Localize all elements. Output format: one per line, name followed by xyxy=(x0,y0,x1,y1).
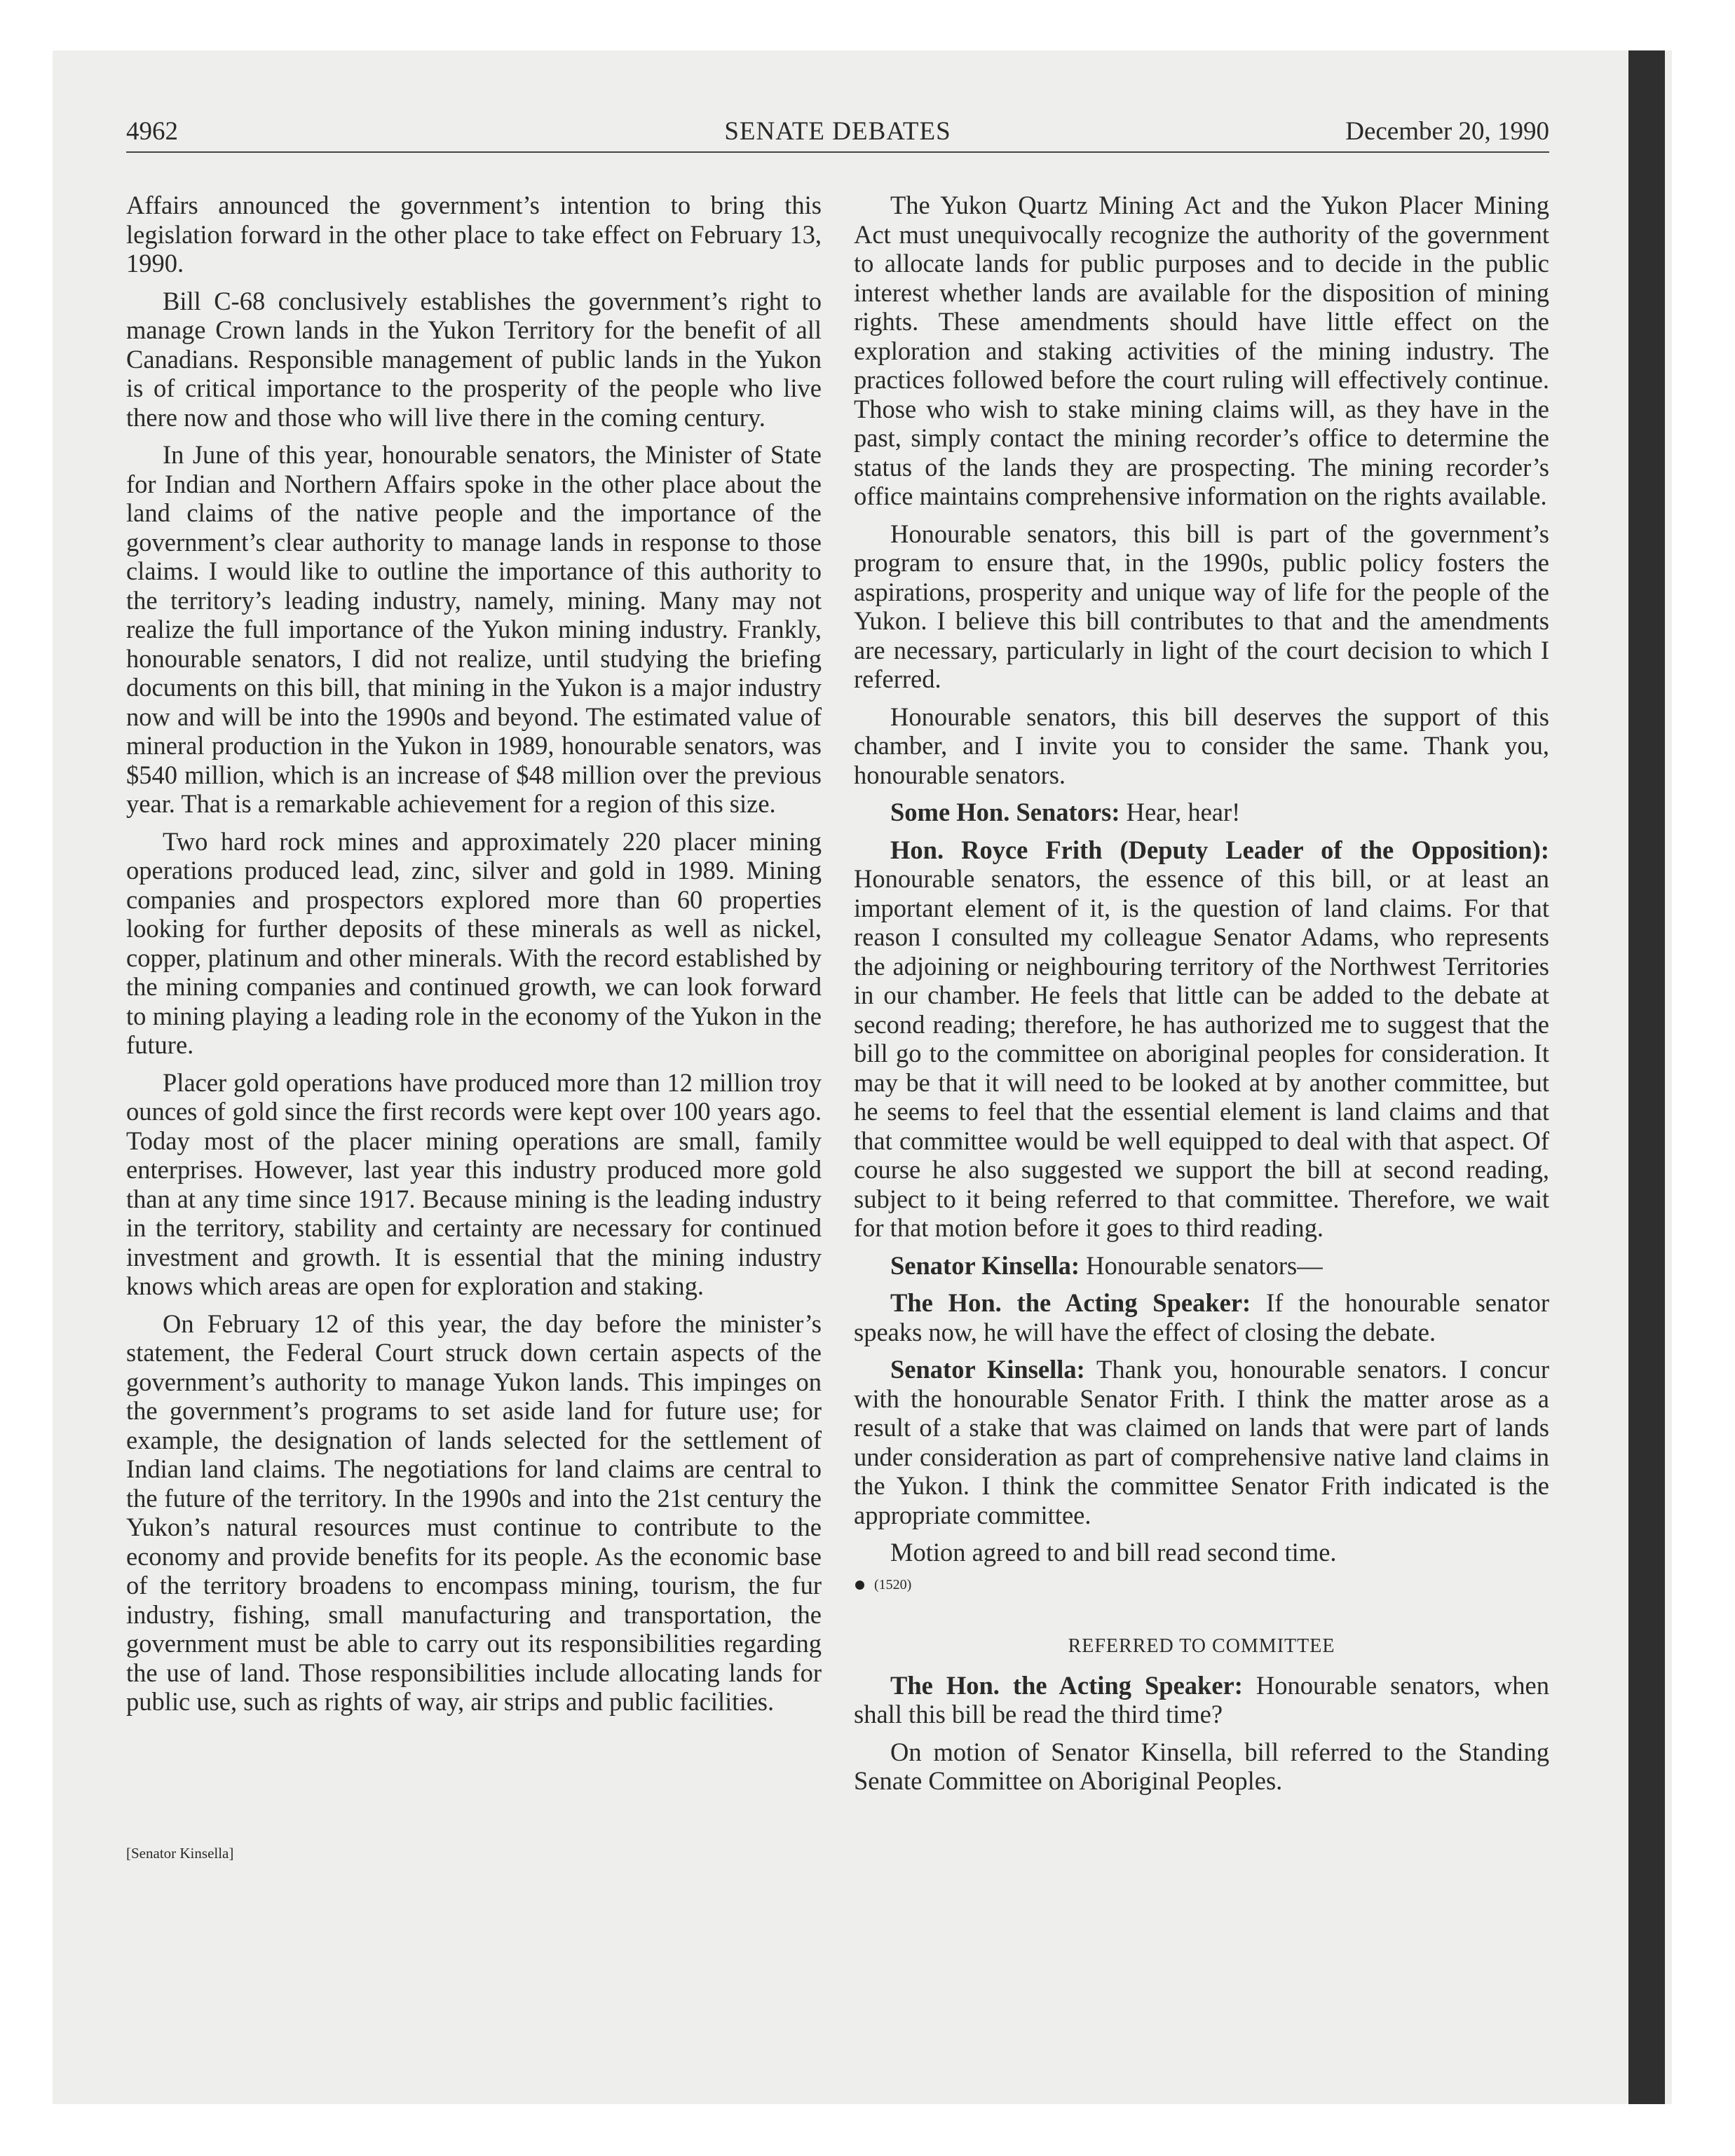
speech xyxy=(854,1671,1549,1729)
paragraph: On motion of Senator Kinsella, bill referred to the Standing Senate Committee on Aboriginal Peoples. xyxy=(854,1737,1549,1795)
bullet-icon xyxy=(855,1581,864,1590)
speech-text: Honourable senators, when shall this bill be read the third time? xyxy=(854,1670,1549,1728)
page-header xyxy=(126,112,1549,153)
paragraph: Affairs announced the government’s intention to bring this legislation forward in the other place to take effect on February 13, 1990. xyxy=(126,191,822,278)
paragraph: Honourable senators, this bill is part of the government’s program to ensure that, in the 1990s, public policy fosters the aspirations, prosperity and unique way of life for the people of the Yukon. I believe this bill contributes to that and the amendments are necessary, particularly in light of the court decision to which I referred. xyxy=(854,519,1549,693)
time-marker xyxy=(854,1576,1549,1594)
section-heading: REFERRED TO COMMITTEE xyxy=(1068,1635,1335,1657)
time-marker-text: (1520) xyxy=(874,1576,912,1592)
speaker-name: The Hon. the Acting Speaker: xyxy=(890,1288,1251,1317)
paragraph: The Yukon Quartz Mining Act and the Yukon Placer Mining Act must unequivocally recognize the authority of the government to allocate lands for public purposes and to decide in the public interest whether lands are available for the disposition of mining rights. These amendments should have little effect on the exploration and staking activities of the mining industry. The practices followed before the court ruling will effectively continue. Those who wish to stake mining claims will, as they have in the past, simply contact the mining recorder’s office to determine the status of the lands they are prospecting. The mining recorder’s office maintains comprehensive information on the rights available. xyxy=(854,191,1549,510)
speech xyxy=(854,798,1549,827)
paragraph: Honourable senators, this bill deserves the support of this chamber, and I invite you to consider the same. Thank you, honourable senators. xyxy=(854,702,1549,789)
speech-text: Hear, hear! xyxy=(1120,798,1241,826)
speaker-name: Senator Kinsella: xyxy=(890,1355,1085,1384)
speaker-name: Senator Kinsella: xyxy=(890,1250,1080,1280)
speaker-name: Some Hon. Senators: xyxy=(890,798,1120,826)
speech-text: If the honourable senator speaks now, he will have the effect of closing the debate. xyxy=(854,1288,1549,1346)
speaker-name: The Hon. the Acting Speaker: xyxy=(890,1670,1243,1700)
speech xyxy=(854,1251,1549,1281)
speech xyxy=(854,1355,1549,1529)
speaker-footnote: [Senator Kinsella] xyxy=(126,1845,234,1862)
page-number: 4962 xyxy=(126,117,178,146)
paragraph: Two hard rock mines and approximately 220 placer mining operations produced lead, zinc, silver and gold in 1989. Mining companies and prospectors explored more than 60 properties looking for further deposits of these minerals as well as nickel, copper, platinum and other minerals. With the record established by the mining companies and continued growth, we can look forward to mining playing a leading role in the economy of the Yukon in the future. xyxy=(126,826,822,1059)
right-column xyxy=(854,191,1549,1804)
paragraph: On February 12 of this year, the day before the minister’s statement, the Federal Court struck down certain aspects of the government’s authority to manage Yukon lands. This impinges on the government’s programs to set aside land for future use; for example, the designation of lands selected for the settlement of Indian land claims. The negotiations for land claims are central to the future of the territory. In the 1990s and into the 21st century the Yukon’s natural resources must continue to contribute to the economy and provide benefits for its people. As the economic base of the territory broadens to encompass mining, tourism, the fur industry, fishing, small manufacturing and transportation, the government must be able to carry out its responsibilities regarding the use of land. Those responsibilities include allocating lands for public use, such as rights of way, air strips and public facilities. xyxy=(126,1309,822,1716)
speech-text: Honourable senators, the essence of this bill, or at least an important element of it, is the question of land claims. For that reason I consulted my colleague Senator Adams, who represents the adjoining or neighbouring territory of the Northwest Territories in our chamber. He feels that little can be added to the debate at second reading; therefore, he has authorized me to suggest that the bill go to the committee on aboriginal peoples for consideration. It may be that it will need to be looked at by another committee, but he seems to feel that the essential element is land claims and that that committee would be well equipped to deal with that aspect. Of course he also suggested we support the bill at second reading, subject to it being referred to that committee. Therefore, we wait for that motion before it goes to third reading. xyxy=(854,864,1549,1242)
paragraph: In June of this year, honourable senators, the Minister of State for Indian and Northern Affairs spoke in the other place about the land claims of the native people and the importance of the government’s clear authority to manage lands in response to those claims. I would like to outline the importance of this authority to the territory’s leading industry, namely, mining. Many may not realize the full importance of the Yukon mining industry. Frankly, honourable senators, I did not realize, until studying the briefing documents on this bill, that mining in the Yukon is a major industry now and will be into the 1990s and beyond. The estimated value of mineral production in the Yukon in 1989, honourable senators, was $540 million, which is an increase of $48 million over the previous year. That is a remarkable achievement for a region of this size. xyxy=(126,440,822,818)
left-column xyxy=(126,191,822,1725)
paragraph: Placer gold operations have produced more than 12 million troy ounces of gold since the first records were kept over 100 years ago. Today most of the placer mining operations are small, family enterprises. However, last year this industry produced more gold than at any time since 1917. Because mining is the leading industry in the territory, stability and certainty are necessary for continued investment and growth. It is essential that the mining industry knows which areas are open for exploration and staking. xyxy=(126,1067,822,1300)
speech xyxy=(854,1288,1549,1346)
speaker-name: Hon. Royce Frith (Deputy Leader of the Opposition): xyxy=(890,835,1549,864)
speech xyxy=(854,835,1549,1243)
speech-text: Thank you, honourable senators. I concur with the honourable Senator Frith. I think the matter arose as a result of a stake that was claimed on lands that were part of lands under consideration as part of comprehensive native land claims in the Yukon. I think the committee Senator Frith indicated is the appropriate committee. xyxy=(854,1355,1549,1529)
publication-title: SENATE DEBATES xyxy=(724,117,951,146)
motion-result: Motion agreed to and bill read second time. xyxy=(890,1538,1337,1567)
scan-edge xyxy=(1628,50,1665,2104)
page-date: December 20, 1990 xyxy=(1345,117,1549,146)
paragraph: Bill C-68 conclusively establishes the government’s right to manage Crown lands in the Yukon Territory for the benefit of all Canadians. Responsible management of public lands in the Yukon is of critical importance to the prosperity of the people who live there now and those who will live there in the coming century. xyxy=(126,286,822,432)
speech-text: Honourable senators— xyxy=(1080,1250,1323,1280)
